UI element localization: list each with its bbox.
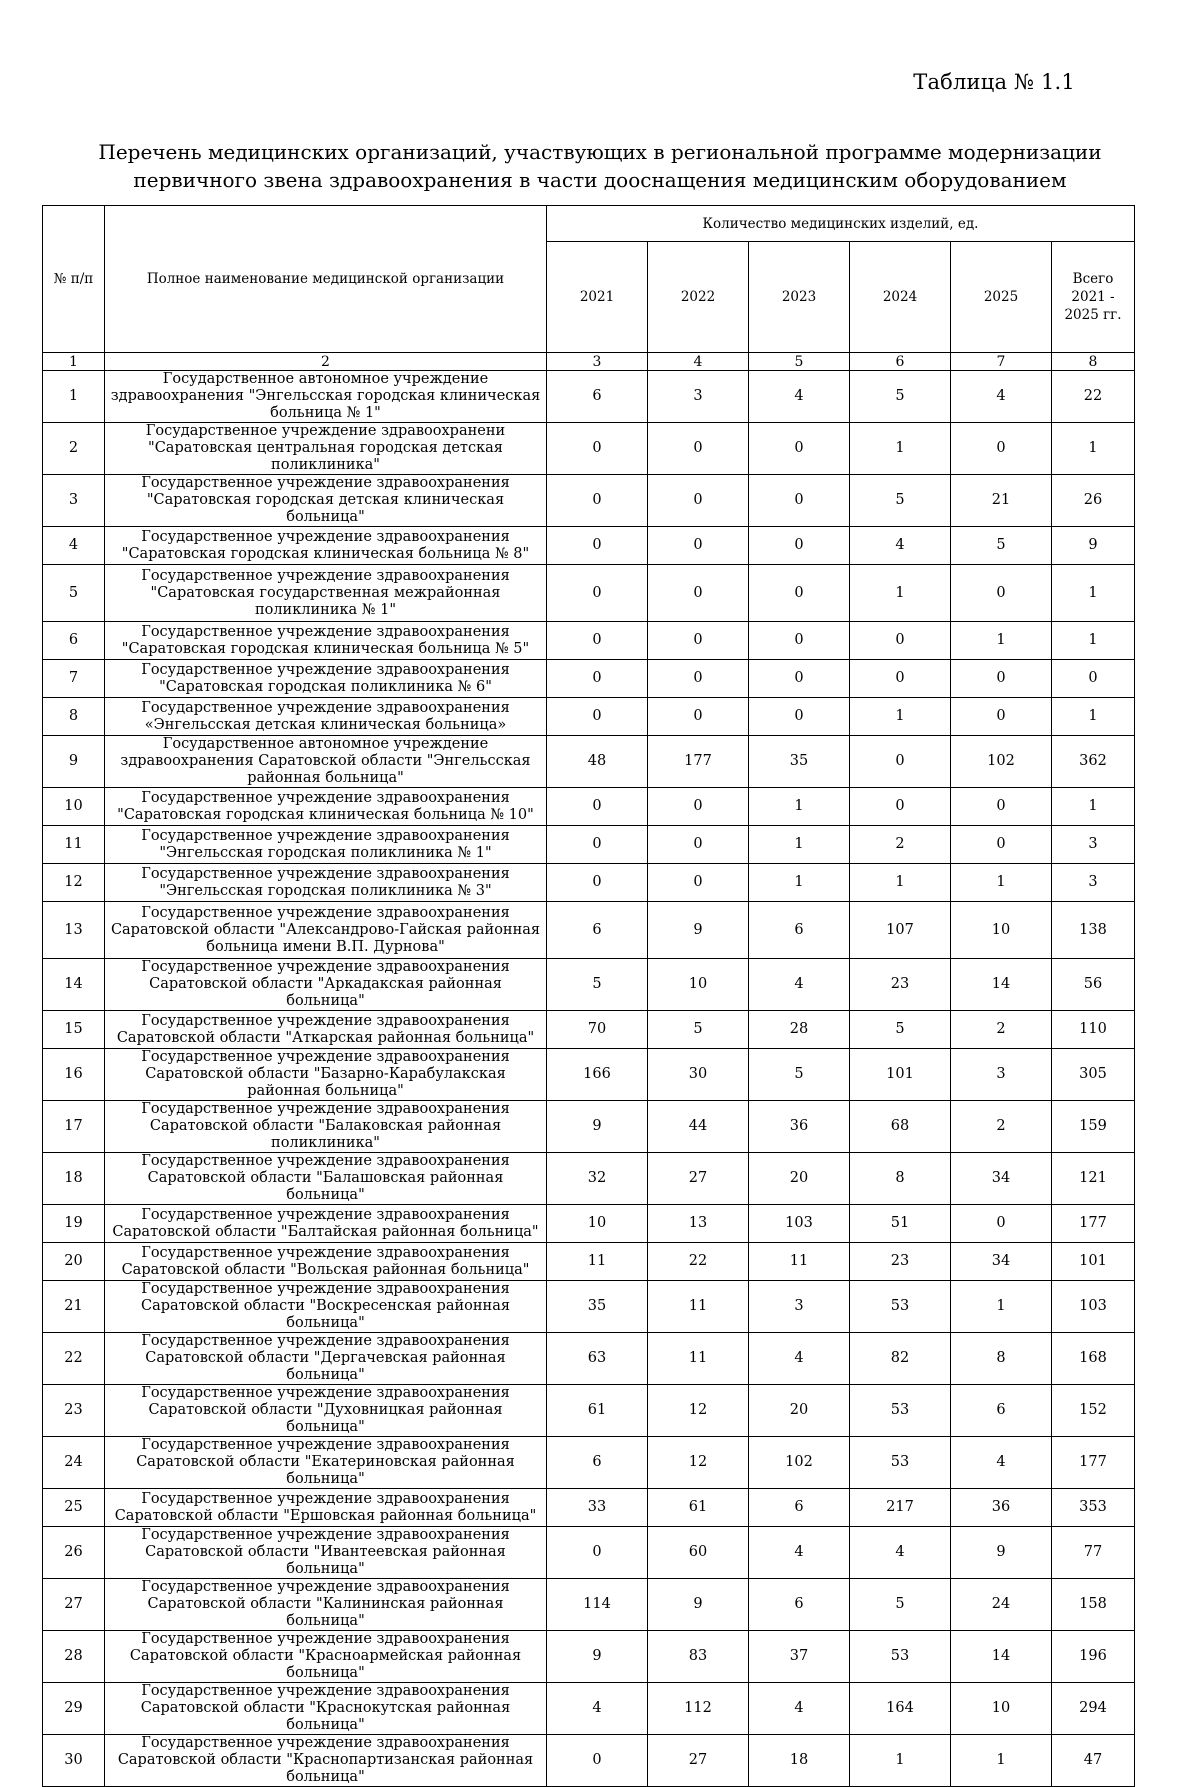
value-total: 1 bbox=[1052, 698, 1135, 736]
organization-name: Государственное учреждение здравоохранения Саратовской области "Екатериновская районная больница" bbox=[105, 1437, 547, 1489]
value-2024: 4 bbox=[850, 1527, 951, 1579]
header-name: Полное наименование медицинской организации bbox=[105, 206, 547, 353]
value-2022: 10 bbox=[648, 959, 749, 1011]
value-2022: 112 bbox=[648, 1683, 749, 1735]
value-2021: 35 bbox=[547, 1281, 648, 1333]
value-2023: 1 bbox=[749, 864, 850, 902]
value-2025: 1 bbox=[951, 864, 1052, 902]
value-2021: 166 bbox=[547, 1049, 648, 1101]
row-number: 20 bbox=[43, 1243, 105, 1281]
table-row bbox=[43, 1153, 1135, 1205]
organization-name: Государственное учреждение здравоохранения Саратовской области "Дергачевская районная больница" bbox=[105, 1333, 547, 1385]
header-year-2023: 2023 bbox=[749, 242, 850, 353]
row-number: 2 bbox=[43, 423, 105, 475]
value-2022: 12 bbox=[648, 1437, 749, 1489]
row-number: 15 bbox=[43, 1011, 105, 1049]
value-total: 121 bbox=[1052, 1153, 1135, 1205]
value-2024: 1 bbox=[850, 423, 951, 475]
value-2023: 0 bbox=[749, 660, 850, 698]
value-2023: 1 bbox=[749, 788, 850, 826]
organization-name: Государственное учреждение здравоохранения Саратовской области "Балашовская районная больница" bbox=[105, 1153, 547, 1205]
value-2022: 27 bbox=[648, 1153, 749, 1205]
value-2024: 5 bbox=[850, 371, 951, 423]
value-2021: 0 bbox=[547, 565, 648, 622]
value-2025: 6 bbox=[951, 1385, 1052, 1437]
value-2024: 5 bbox=[850, 1011, 951, 1049]
value-2024: 107 bbox=[850, 902, 951, 959]
value-2023: 0 bbox=[749, 565, 850, 622]
value-2025: 8 bbox=[951, 1333, 1052, 1385]
table-number-label: Таблица № 1.1 bbox=[913, 70, 1075, 94]
value-2023: 36 bbox=[749, 1101, 850, 1153]
value-2024: 217 bbox=[850, 1489, 951, 1527]
col-number: 1 bbox=[43, 353, 105, 371]
row-number: 19 bbox=[43, 1205, 105, 1243]
value-total: 1 bbox=[1052, 622, 1135, 660]
row-number: 25 bbox=[43, 1489, 105, 1527]
value-2023: 0 bbox=[749, 423, 850, 475]
value-2024: 4 bbox=[850, 527, 951, 565]
table-row bbox=[43, 736, 1135, 788]
value-2024: 53 bbox=[850, 1385, 951, 1437]
value-2023: 4 bbox=[749, 959, 850, 1011]
value-2023: 4 bbox=[749, 1333, 850, 1385]
organization-name: Государственное учреждение здравоохранения "Саратовская городская клиническая больница № 5" bbox=[105, 622, 547, 660]
value-total: 56 bbox=[1052, 959, 1135, 1011]
value-2022: 83 bbox=[648, 1631, 749, 1683]
organization-name: Государственное учреждение здравоохранения Саратовской области "Александрово-Гайская районная больница имени В.П. Дурнова" bbox=[105, 902, 547, 959]
value-2024: 2 bbox=[850, 826, 951, 864]
value-2024: 53 bbox=[850, 1281, 951, 1333]
col-number: 3 bbox=[547, 353, 648, 371]
header-year-2022: 2022 bbox=[648, 242, 749, 353]
organization-name: Государственное учреждение здравоохранения Саратовской области "Вольская районная больница" bbox=[105, 1243, 547, 1281]
value-2024: 1 bbox=[850, 698, 951, 736]
value-total: 0 bbox=[1052, 660, 1135, 698]
value-2025: 4 bbox=[951, 1437, 1052, 1489]
value-2022: 0 bbox=[648, 698, 749, 736]
value-2021: 70 bbox=[547, 1011, 648, 1049]
value-2021: 61 bbox=[547, 1385, 648, 1437]
value-2021: 0 bbox=[547, 826, 648, 864]
document-title bbox=[60, 138, 1140, 194]
value-2023: 35 bbox=[749, 736, 850, 788]
organization-name: Государственное автономное учреждение здравоохранения Саратовской области "Энгельсская районная больница" bbox=[105, 736, 547, 788]
table-row bbox=[43, 1579, 1135, 1631]
value-2022: 60 bbox=[648, 1527, 749, 1579]
value-2023: 4 bbox=[749, 1683, 850, 1735]
table-row bbox=[43, 788, 1135, 826]
table-row bbox=[43, 1205, 1135, 1243]
value-2023: 0 bbox=[749, 475, 850, 527]
value-2025: 0 bbox=[951, 826, 1052, 864]
value-2023: 28 bbox=[749, 1011, 850, 1049]
value-2022: 11 bbox=[648, 1281, 749, 1333]
organization-name: Государственное учреждение здравоохранения Саратовской области "Аткарская районная больница" bbox=[105, 1011, 547, 1049]
value-2025: 34 bbox=[951, 1153, 1052, 1205]
table-row bbox=[43, 1243, 1135, 1281]
header-quantity: Количество медицинских изделий, ед. bbox=[547, 206, 1135, 242]
value-2021: 0 bbox=[547, 475, 648, 527]
row-number: 10 bbox=[43, 788, 105, 826]
value-2025: 14 bbox=[951, 1631, 1052, 1683]
value-2022: 9 bbox=[648, 902, 749, 959]
table-row bbox=[43, 1437, 1135, 1489]
table-row bbox=[43, 1385, 1135, 1437]
value-2024: 53 bbox=[850, 1631, 951, 1683]
value-2022: 13 bbox=[648, 1205, 749, 1243]
value-2025: 1 bbox=[951, 622, 1052, 660]
value-2024: 0 bbox=[850, 622, 951, 660]
value-total: 152 bbox=[1052, 1385, 1135, 1437]
table-row bbox=[43, 698, 1135, 736]
value-2021: 114 bbox=[547, 1579, 648, 1631]
value-2022: 30 bbox=[648, 1049, 749, 1101]
col-number: 7 bbox=[951, 353, 1052, 371]
value-2024: 82 bbox=[850, 1333, 951, 1385]
col-number: 8 bbox=[1052, 353, 1135, 371]
value-2024: 1 bbox=[850, 864, 951, 902]
value-2024: 53 bbox=[850, 1437, 951, 1489]
table-row bbox=[43, 371, 1135, 423]
value-2025: 0 bbox=[951, 1205, 1052, 1243]
value-2022: 22 bbox=[648, 1243, 749, 1281]
header-num: № п/п bbox=[43, 206, 105, 353]
value-2023: 3 bbox=[749, 1281, 850, 1333]
value-2022: 0 bbox=[648, 660, 749, 698]
value-2024: 51 bbox=[850, 1205, 951, 1243]
row-number: 27 bbox=[43, 1579, 105, 1631]
table-row bbox=[43, 527, 1135, 565]
value-total: 9 bbox=[1052, 527, 1135, 565]
value-2021: 0 bbox=[547, 1735, 648, 1787]
value-2021: 32 bbox=[547, 1153, 648, 1205]
organization-name: Государственное учреждение здравоохранения "Саратовская городская клиническая больница № 10" bbox=[105, 788, 547, 826]
value-total: 3 bbox=[1052, 826, 1135, 864]
value-total: 196 bbox=[1052, 1631, 1135, 1683]
row-number: 7 bbox=[43, 660, 105, 698]
value-2025: 102 bbox=[951, 736, 1052, 788]
value-2025: 21 bbox=[951, 475, 1052, 527]
row-number: 12 bbox=[43, 864, 105, 902]
value-2021: 63 bbox=[547, 1333, 648, 1385]
value-2024: 0 bbox=[850, 660, 951, 698]
value-2023: 11 bbox=[749, 1243, 850, 1281]
value-2021: 9 bbox=[547, 1631, 648, 1683]
value-2022: 0 bbox=[648, 527, 749, 565]
title-line-1: Перечень медицинских организаций, участвующих в региональной программе модернизации bbox=[98, 140, 1102, 164]
organization-name: Государственное учреждение здравоохранения "Саратовская городская поликлиника № 6" bbox=[105, 660, 547, 698]
value-2023: 20 bbox=[749, 1153, 850, 1205]
value-2024: 0 bbox=[850, 736, 951, 788]
value-total: 1 bbox=[1052, 565, 1135, 622]
row-number: 9 bbox=[43, 736, 105, 788]
col-number: 6 bbox=[850, 353, 951, 371]
value-2023: 5 bbox=[749, 1049, 850, 1101]
col-number: 2 bbox=[105, 353, 547, 371]
value-2024: 5 bbox=[850, 475, 951, 527]
table-row bbox=[43, 622, 1135, 660]
table-row bbox=[43, 475, 1135, 527]
value-2021: 6 bbox=[547, 902, 648, 959]
row-number: 1 bbox=[43, 371, 105, 423]
value-2023: 4 bbox=[749, 1527, 850, 1579]
value-2024: 5 bbox=[850, 1579, 951, 1631]
value-2025: 2 bbox=[951, 1011, 1052, 1049]
value-2025: 1 bbox=[951, 1735, 1052, 1787]
table-row bbox=[43, 565, 1135, 622]
row-number: 4 bbox=[43, 527, 105, 565]
organization-name: Государственное учреждение здравоохранения Саратовской области "Балаковская районная поликлиника" bbox=[105, 1101, 547, 1153]
table-row bbox=[43, 1489, 1135, 1527]
table-row bbox=[43, 1011, 1135, 1049]
value-total: 77 bbox=[1052, 1527, 1135, 1579]
value-2023: 6 bbox=[749, 1489, 850, 1527]
table-row bbox=[43, 1101, 1135, 1153]
value-total: 177 bbox=[1052, 1437, 1135, 1489]
organization-name: Государственное автономное учреждение здравоохранения "Энгельсская городская клиническая больница № 1" bbox=[105, 371, 547, 423]
value-2025: 0 bbox=[951, 698, 1052, 736]
organization-name: Государственное учреждение здравоохранения Саратовской области "Краснопартизанская районная больница" bbox=[105, 1735, 547, 1787]
organization-name: Государственное учреждение здравоохранени "Саратовская центральная городская детская поликлиника" bbox=[105, 423, 547, 475]
value-total: 353 bbox=[1052, 1489, 1135, 1527]
organization-name: Государственное учреждение здравоохранения Саратовской области "Воскресенская районная больница" bbox=[105, 1281, 547, 1333]
organization-name: Государственное учреждение здравоохранения Саратовской области "Красноармейская районная больница" bbox=[105, 1631, 547, 1683]
value-2022: 0 bbox=[648, 423, 749, 475]
organization-name: Государственное учреждение здравоохранения "Саратовская государственная межрайонная поликлиника № 1" bbox=[105, 565, 547, 622]
value-total: 47 bbox=[1052, 1735, 1135, 1787]
value-total: 103 bbox=[1052, 1281, 1135, 1333]
value-2024: 1 bbox=[850, 1735, 951, 1787]
value-total: 3 bbox=[1052, 864, 1135, 902]
organization-name: Государственное учреждение здравоохранения Саратовской области "Калининская районная больница" bbox=[105, 1579, 547, 1631]
organization-name: Государственное учреждение здравоохранения Саратовской области "Краснокутская районная больница" bbox=[105, 1683, 547, 1735]
value-2025: 3 bbox=[951, 1049, 1052, 1101]
value-2021: 11 bbox=[547, 1243, 648, 1281]
value-2022: 61 bbox=[648, 1489, 749, 1527]
row-number: 30 bbox=[43, 1735, 105, 1787]
row-number: 26 bbox=[43, 1527, 105, 1579]
organization-name: Государственное учреждение здравоохранения «Энгельсская детская клиническая больница» bbox=[105, 698, 547, 736]
value-2025: 0 bbox=[951, 660, 1052, 698]
value-2022: 3 bbox=[648, 371, 749, 423]
organization-name: Государственное учреждение здравоохранения "Энгельсская городская поликлиника № 3" bbox=[105, 864, 547, 902]
table-row bbox=[43, 660, 1135, 698]
value-2025: 2 bbox=[951, 1101, 1052, 1153]
value-total: 26 bbox=[1052, 475, 1135, 527]
table-row bbox=[43, 1281, 1135, 1333]
value-2025: 10 bbox=[951, 902, 1052, 959]
organization-name: Государственное учреждение здравоохранения Саратовской области "Ивантеевская районная больница" bbox=[105, 1527, 547, 1579]
row-number: 22 bbox=[43, 1333, 105, 1385]
row-number: 21 bbox=[43, 1281, 105, 1333]
value-2023: 4 bbox=[749, 371, 850, 423]
value-2021: 5 bbox=[547, 959, 648, 1011]
value-2021: 0 bbox=[547, 622, 648, 660]
value-2025: 0 bbox=[951, 423, 1052, 475]
value-2023: 20 bbox=[749, 1385, 850, 1437]
row-number: 23 bbox=[43, 1385, 105, 1437]
table-row bbox=[43, 1049, 1135, 1101]
value-2021: 10 bbox=[547, 1205, 648, 1243]
row-number: 17 bbox=[43, 1101, 105, 1153]
organization-name: Государственное учреждение здравоохранения Саратовской области "Базарно-Карабулакская районная больница" bbox=[105, 1049, 547, 1101]
table-row bbox=[43, 1631, 1135, 1683]
value-2021: 6 bbox=[547, 371, 648, 423]
value-2022: 5 bbox=[648, 1011, 749, 1049]
value-2023: 103 bbox=[749, 1205, 850, 1243]
value-2024: 23 bbox=[850, 959, 951, 1011]
value-2025: 24 bbox=[951, 1579, 1052, 1631]
row-number: 29 bbox=[43, 1683, 105, 1735]
table-row bbox=[43, 826, 1135, 864]
header-year-2025: 2025 bbox=[951, 242, 1052, 353]
value-2022: 44 bbox=[648, 1101, 749, 1153]
value-total: 101 bbox=[1052, 1243, 1135, 1281]
value-total: 305 bbox=[1052, 1049, 1135, 1101]
header-year-2021: 2021 bbox=[547, 242, 648, 353]
value-2022: 12 bbox=[648, 1385, 749, 1437]
value-total: 168 bbox=[1052, 1333, 1135, 1385]
organization-name: Государственное учреждение здравоохранения Саратовской области "Балтайская районная больница" bbox=[105, 1205, 547, 1243]
value-2025: 1 bbox=[951, 1281, 1052, 1333]
value-2024: 8 bbox=[850, 1153, 951, 1205]
value-2021: 0 bbox=[547, 423, 648, 475]
value-2021: 4 bbox=[547, 1683, 648, 1735]
table-row bbox=[43, 1735, 1135, 1787]
value-2023: 37 bbox=[749, 1631, 850, 1683]
value-total: 1 bbox=[1052, 788, 1135, 826]
value-2021: 9 bbox=[547, 1101, 648, 1153]
value-2021: 0 bbox=[547, 698, 648, 736]
value-total: 294 bbox=[1052, 1683, 1135, 1735]
value-2022: 0 bbox=[648, 565, 749, 622]
table-row bbox=[43, 1333, 1135, 1385]
row-number: 8 bbox=[43, 698, 105, 736]
value-2021: 0 bbox=[547, 788, 648, 826]
value-2023: 102 bbox=[749, 1437, 850, 1489]
value-2022: 177 bbox=[648, 736, 749, 788]
value-total: 22 bbox=[1052, 371, 1135, 423]
value-2025: 14 bbox=[951, 959, 1052, 1011]
value-total: 362 bbox=[1052, 736, 1135, 788]
value-2025: 10 bbox=[951, 1683, 1052, 1735]
value-2024: 1 bbox=[850, 565, 951, 622]
value-2025: 0 bbox=[951, 565, 1052, 622]
value-2022: 0 bbox=[648, 788, 749, 826]
organization-name: Государственное учреждение здравоохранения "Саратовская городская детская клиническая больница" bbox=[105, 475, 547, 527]
value-2022: 0 bbox=[648, 622, 749, 660]
organization-name: Государственное учреждение здравоохранения Саратовской области "Аркадакская районная больница" bbox=[105, 959, 547, 1011]
value-2023: 18 bbox=[749, 1735, 850, 1787]
value-2023: 0 bbox=[749, 527, 850, 565]
header-total: Всего 2021 - 2025 гг. bbox=[1052, 242, 1135, 353]
value-total: 138 bbox=[1052, 902, 1135, 959]
value-2025: 5 bbox=[951, 527, 1052, 565]
value-2024: 68 bbox=[850, 1101, 951, 1153]
organization-name: Государственное учреждение здравоохранения Саратовской области "Духовницкая районная больница" bbox=[105, 1385, 547, 1437]
header-year-2024: 2024 bbox=[850, 242, 951, 353]
value-2025: 9 bbox=[951, 1527, 1052, 1579]
value-2023: 0 bbox=[749, 622, 850, 660]
value-2024: 23 bbox=[850, 1243, 951, 1281]
value-2021: 6 bbox=[547, 1437, 648, 1489]
column-numbers-row bbox=[43, 353, 1135, 371]
organization-name: Государственное учреждение здравоохранения "Саратовская городская клиническая больница № 8" bbox=[105, 527, 547, 565]
value-2024: 101 bbox=[850, 1049, 951, 1101]
value-2022: 9 bbox=[648, 1579, 749, 1631]
value-2021: 0 bbox=[547, 527, 648, 565]
row-number: 6 bbox=[43, 622, 105, 660]
table-row bbox=[43, 959, 1135, 1011]
table-row bbox=[43, 864, 1135, 902]
value-2023: 6 bbox=[749, 1579, 850, 1631]
row-number: 16 bbox=[43, 1049, 105, 1101]
col-number: 5 bbox=[749, 353, 850, 371]
value-2021: 0 bbox=[547, 660, 648, 698]
value-2022: 0 bbox=[648, 475, 749, 527]
value-2021: 0 bbox=[547, 864, 648, 902]
value-2022: 11 bbox=[648, 1333, 749, 1385]
organization-name: Государственное учреждение здравоохранения Саратовской области "Ершовская районная больница" bbox=[105, 1489, 547, 1527]
value-2024: 164 bbox=[850, 1683, 951, 1735]
table-row bbox=[43, 1527, 1135, 1579]
value-2024: 0 bbox=[850, 788, 951, 826]
value-2021: 0 bbox=[547, 1527, 648, 1579]
row-number: 13 bbox=[43, 902, 105, 959]
table-body bbox=[43, 353, 1135, 1787]
table-row bbox=[43, 1683, 1135, 1735]
row-number: 18 bbox=[43, 1153, 105, 1205]
value-2023: 0 bbox=[749, 698, 850, 736]
value-2022: 0 bbox=[648, 826, 749, 864]
value-2021: 48 bbox=[547, 736, 648, 788]
value-2025: 4 bbox=[951, 371, 1052, 423]
value-total: 159 bbox=[1052, 1101, 1135, 1153]
value-2025: 34 bbox=[951, 1243, 1052, 1281]
value-2023: 1 bbox=[749, 826, 850, 864]
col-number: 4 bbox=[648, 353, 749, 371]
value-2022: 27 bbox=[648, 1735, 749, 1787]
value-2022: 0 bbox=[648, 864, 749, 902]
organizations-table bbox=[42, 205, 1135, 1787]
row-number: 5 bbox=[43, 565, 105, 622]
table-row bbox=[43, 902, 1135, 959]
row-number: 24 bbox=[43, 1437, 105, 1489]
value-total: 177 bbox=[1052, 1205, 1135, 1243]
table-row bbox=[43, 423, 1135, 475]
value-2025: 0 bbox=[951, 788, 1052, 826]
value-2023: 6 bbox=[749, 902, 850, 959]
title-line-2: первичного звена здравоохранения в части дооснащения медицинским оборудованием bbox=[133, 168, 1067, 192]
organization-name: Государственное учреждение здравоохранения "Энгельсская городская поликлиника № 1" bbox=[105, 826, 547, 864]
value-total: 110 bbox=[1052, 1011, 1135, 1049]
value-total: 1 bbox=[1052, 423, 1135, 475]
row-number: 3 bbox=[43, 475, 105, 527]
row-number: 11 bbox=[43, 826, 105, 864]
value-2025: 36 bbox=[951, 1489, 1052, 1527]
row-number: 14 bbox=[43, 959, 105, 1011]
row-number: 28 bbox=[43, 1631, 105, 1683]
value-2021: 33 bbox=[547, 1489, 648, 1527]
value-total: 158 bbox=[1052, 1579, 1135, 1631]
